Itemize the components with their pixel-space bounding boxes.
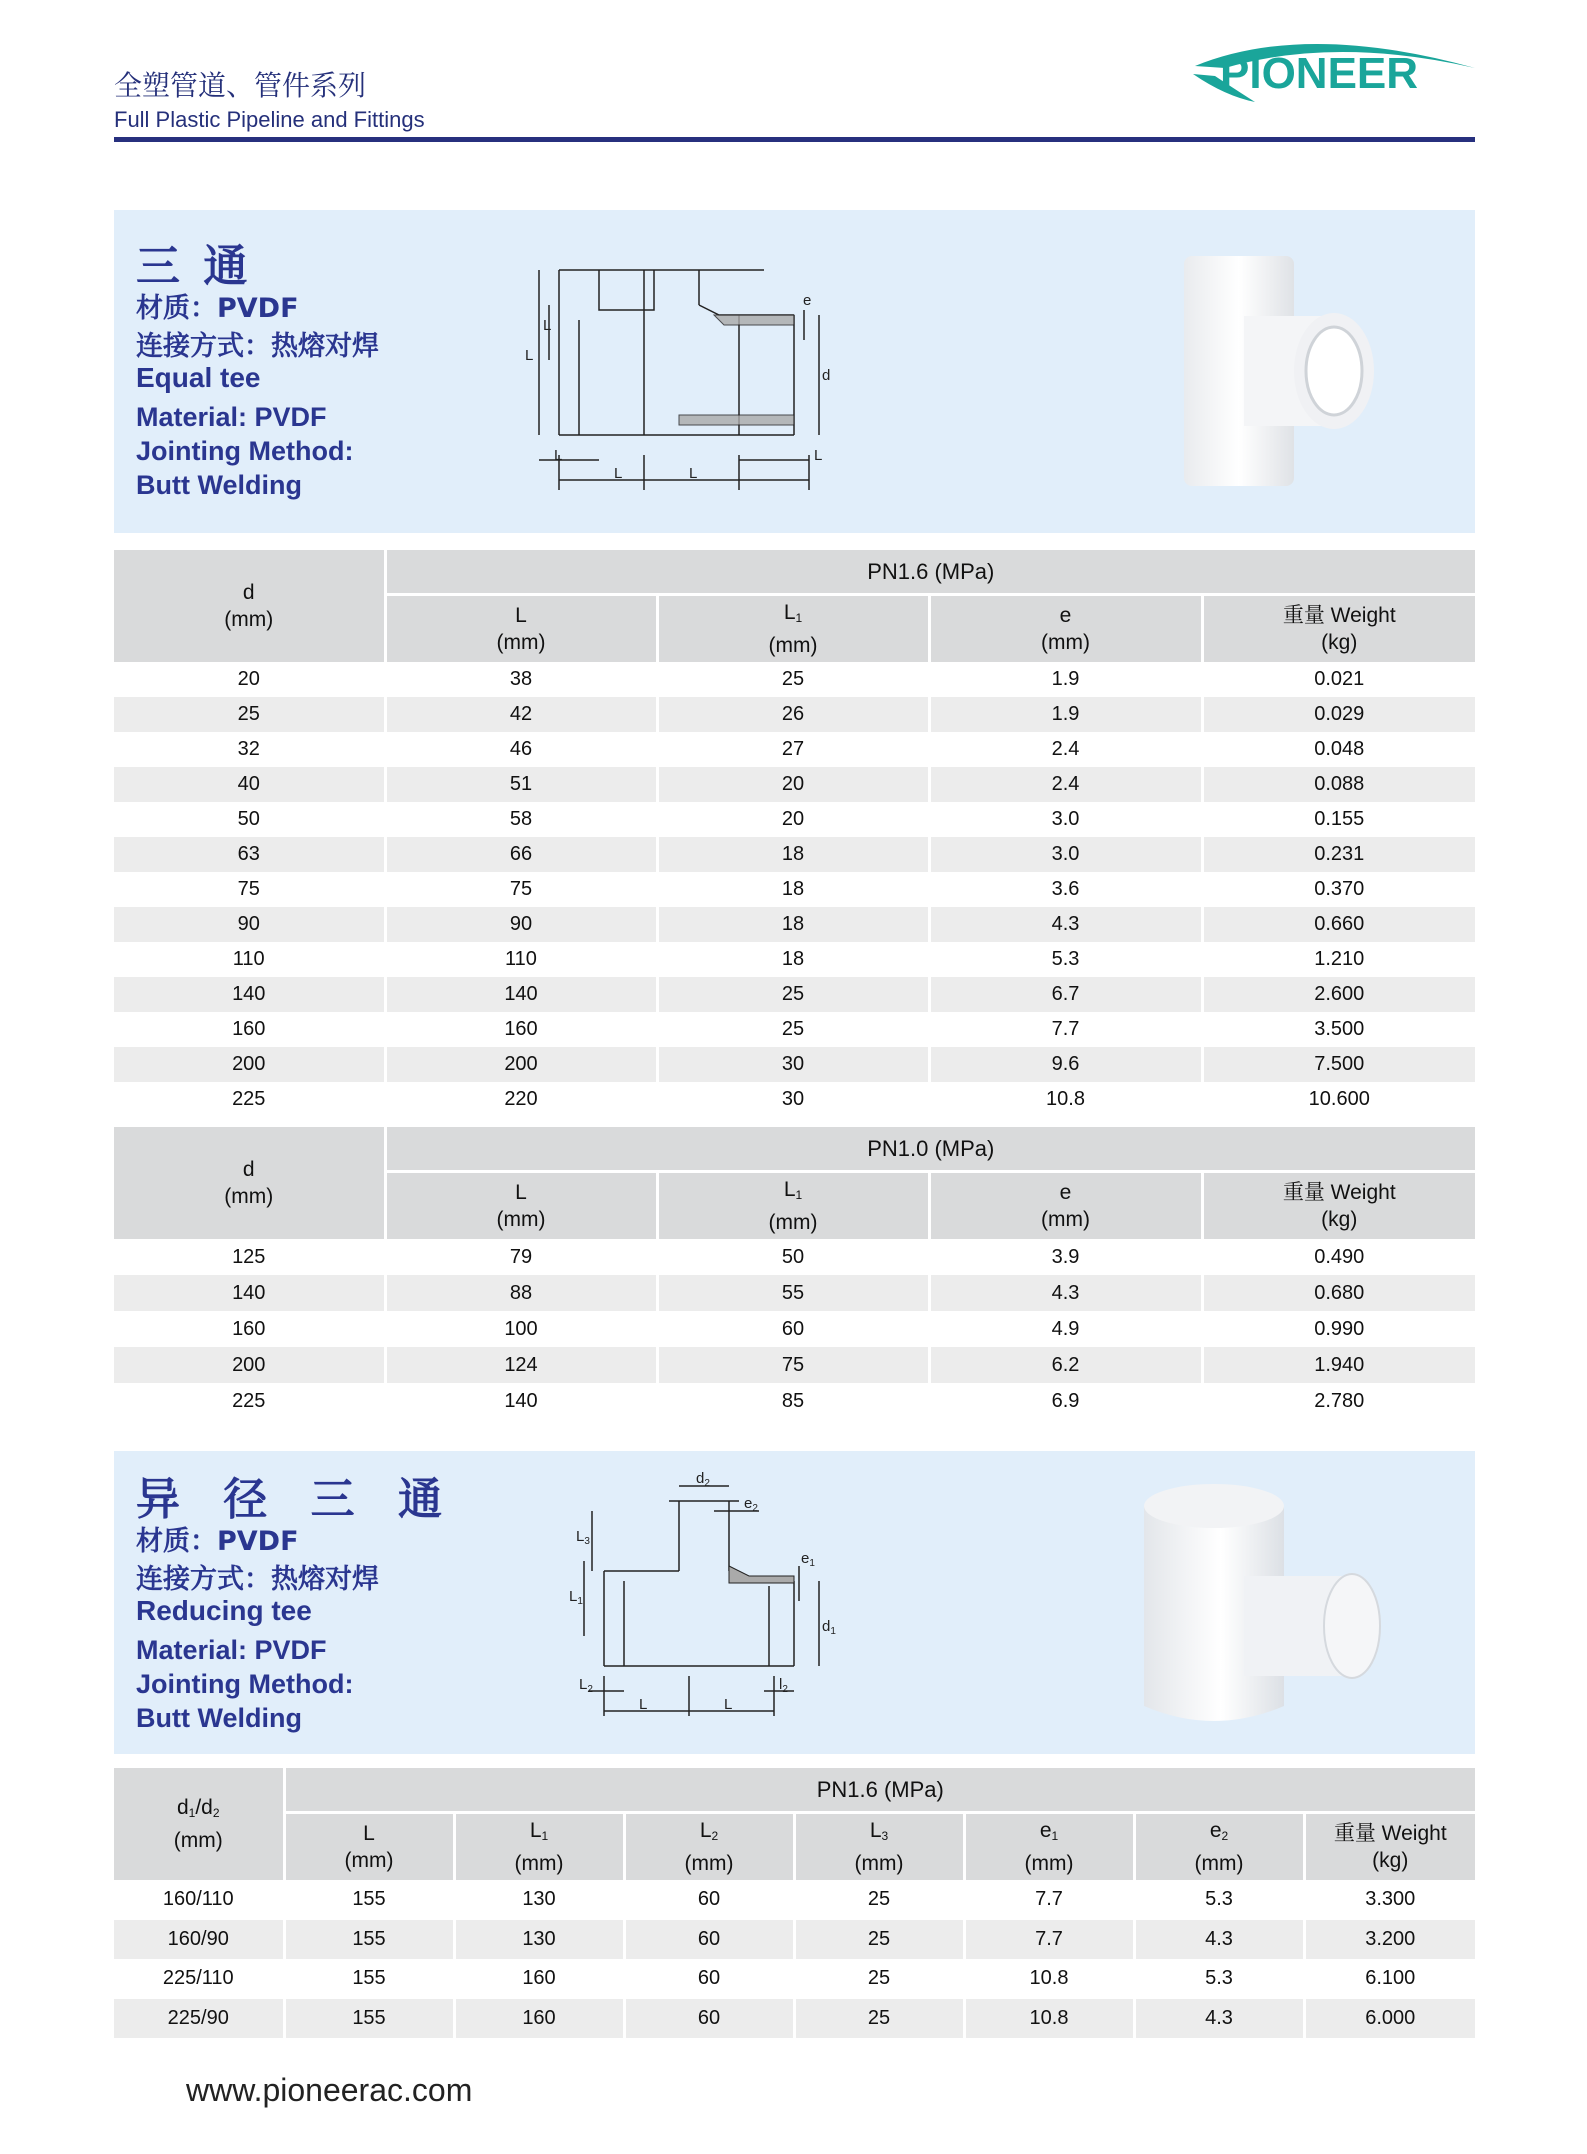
table-cell: 3.6 bbox=[929, 872, 1202, 907]
table-cell: 2.4 bbox=[929, 767, 1202, 802]
table-cell: 25 bbox=[794, 1999, 964, 2039]
table-cell: 220 bbox=[385, 1082, 657, 1117]
equal-tee-drawing bbox=[519, 250, 839, 500]
table-cell: 26 bbox=[657, 697, 929, 732]
reducing-tee-table bbox=[114, 1768, 1475, 2038]
table-cell: 50 bbox=[657, 1239, 929, 1275]
footer-website[interactable]: www.pioneerac.com bbox=[186, 2072, 473, 2108]
table-cell: 66 bbox=[385, 837, 657, 872]
table-cell: 18 bbox=[657, 942, 929, 977]
equal-tee-photo bbox=[1154, 246, 1384, 496]
reducing-tee-joint-en-2: Butt Welding bbox=[136, 1703, 302, 1733]
table-cell: 5.3 bbox=[929, 942, 1202, 977]
equal-tee-joint-en-1: Jointing Method: bbox=[136, 436, 354, 466]
table-cell: 0.155 bbox=[1202, 802, 1475, 837]
equal-tee-joint-cn: 连接方式：热熔对焊 bbox=[136, 331, 379, 362]
drawing-label-d1: $d_1$ bbox=[822, 1618, 836, 1637]
table-cell: 10.8 bbox=[964, 1999, 1134, 2039]
table-cell: 38 bbox=[385, 662, 657, 697]
table-cell: 4.3 bbox=[929, 907, 1202, 942]
table-cell: 9.6 bbox=[929, 1047, 1202, 1082]
table-cell: 6.2 bbox=[929, 1347, 1202, 1383]
table-cell: 88 bbox=[385, 1275, 657, 1311]
table-cell: 3.300 bbox=[1304, 1880, 1475, 1920]
header-title-en: Full Plastic Pipeline and Fittings bbox=[114, 107, 425, 132]
table-cell: 225/110 bbox=[114, 1959, 284, 1999]
table-cell: 75 bbox=[657, 1347, 929, 1383]
table-cell: 130 bbox=[454, 1920, 624, 1960]
table-cell: 85 bbox=[657, 1383, 929, 1419]
table-row bbox=[114, 1082, 1475, 1117]
table-row bbox=[114, 907, 1475, 942]
table-cell: 7.7 bbox=[929, 1012, 1202, 1047]
table-cell: 200 bbox=[385, 1047, 657, 1082]
col-head-d: d (mm) bbox=[114, 1127, 385, 1239]
table-cell: 225/90 bbox=[114, 1999, 284, 2039]
header-title-cn: 全塑管道、管件系列 bbox=[114, 69, 367, 102]
table-row bbox=[114, 767, 1475, 802]
table-cell: 0.048 bbox=[1202, 732, 1475, 767]
table-cell: 160 bbox=[114, 1311, 385, 1347]
table-cell: 1.9 bbox=[929, 662, 1202, 697]
table-cell: 200 bbox=[114, 1047, 385, 1082]
col-head-e2: $e_2$ (mm) bbox=[1134, 1812, 1304, 1880]
table-cell: 200 bbox=[114, 1347, 385, 1383]
table-row bbox=[114, 1347, 1475, 1383]
table-cell: 60 bbox=[624, 1880, 794, 1920]
table-cell: 124 bbox=[385, 1347, 657, 1383]
drawing-label-L: L bbox=[525, 347, 534, 364]
col-head-weight: 重量 Weight (kg) bbox=[1202, 1171, 1475, 1239]
header-rule bbox=[114, 137, 1475, 142]
col-head-L1: $L_1$ (mm) bbox=[657, 1171, 929, 1239]
table-cell: 25 bbox=[794, 1959, 964, 1999]
col-head-L: L (mm) bbox=[385, 1171, 657, 1239]
table-cell: 30 bbox=[657, 1047, 929, 1082]
table-cell: 7.7 bbox=[964, 1880, 1134, 1920]
pressure-head: PN1.0 (MPa) bbox=[385, 1127, 1475, 1171]
table-cell: 0.088 bbox=[1202, 767, 1475, 802]
table-cell: 30 bbox=[657, 1082, 929, 1117]
col-head-L1: $L_1$ (mm) bbox=[454, 1812, 624, 1880]
table-cell: 5.3 bbox=[1134, 1880, 1304, 1920]
equal-tee-panel bbox=[114, 210, 1475, 533]
table-cell: 3.200 bbox=[1304, 1920, 1475, 1960]
table-cell: 100 bbox=[385, 1311, 657, 1347]
table-cell: 42 bbox=[385, 697, 657, 732]
table-row bbox=[114, 837, 1475, 872]
table-cell: 40 bbox=[114, 767, 385, 802]
table-cell: 2.4 bbox=[929, 732, 1202, 767]
table-cell: 140 bbox=[385, 1383, 657, 1419]
drawing-label-e1: $e_1$ bbox=[801, 1550, 815, 1569]
table-row bbox=[114, 1311, 1475, 1347]
table-cell: 0.990 bbox=[1202, 1311, 1475, 1347]
table-cell: 0.231 bbox=[1202, 837, 1475, 872]
table-cell: 51 bbox=[385, 767, 657, 802]
table-cell: 63 bbox=[114, 837, 385, 872]
reducing-tee-title-en: Reducing tee bbox=[136, 1595, 312, 1626]
col-head-d: d (mm) bbox=[114, 550, 385, 662]
reducing-tee-material-cn: 材质：PVDF bbox=[136, 1526, 299, 1557]
table-cell: 25 bbox=[794, 1920, 964, 1960]
table-cell: 110 bbox=[114, 942, 385, 977]
drawing-label-L3: $L_3$ bbox=[576, 1528, 590, 1547]
table-row bbox=[114, 1012, 1475, 1047]
table-cell: 32 bbox=[114, 732, 385, 767]
table-cell: 125 bbox=[114, 1239, 385, 1275]
table-row bbox=[114, 662, 1475, 697]
table-cell: 6.000 bbox=[1304, 1999, 1475, 2039]
table-cell: 75 bbox=[114, 872, 385, 907]
drawing-label-L2-right: $l_2$ bbox=[779, 1676, 788, 1695]
col-head-weight: 重量 Weight (kg) bbox=[1202, 594, 1475, 662]
table-cell: 1.9 bbox=[929, 697, 1202, 732]
table-cell: 27 bbox=[657, 732, 929, 767]
pioneer-logo bbox=[1185, 26, 1485, 106]
table-cell: 60 bbox=[624, 1920, 794, 1960]
col-head-L3: $L_3$ (mm) bbox=[794, 1812, 964, 1880]
table-cell: 0.029 bbox=[1202, 697, 1475, 732]
drawing-label-L1: $L_1$ bbox=[569, 1588, 583, 1607]
pressure-head: PN1.6 (MPa) bbox=[284, 1768, 1475, 1812]
equal-tee-material-en: Material: PVDF bbox=[136, 402, 327, 432]
table-cell: 18 bbox=[657, 907, 929, 942]
table-cell: 4.3 bbox=[1134, 1920, 1304, 1960]
table-cell: 10.8 bbox=[929, 1082, 1202, 1117]
drawing-label-L-bottom: L bbox=[614, 465, 623, 482]
table-row bbox=[114, 942, 1475, 977]
drawing-label-L2-left: $L_2$ bbox=[579, 1676, 593, 1695]
table-cell: 0.370 bbox=[1202, 872, 1475, 907]
table-cell: 25 bbox=[114, 697, 385, 732]
table-cell: 60 bbox=[624, 1959, 794, 1999]
drawing-label-d2: $d_2$ bbox=[696, 1471, 710, 1489]
table-row bbox=[114, 977, 1475, 1012]
equal-tee-joint-en-2: Butt Welding bbox=[136, 470, 302, 500]
table-cell: 20 bbox=[114, 662, 385, 697]
drawing-label-e2: $e_2$ bbox=[744, 1495, 758, 1514]
table-cell: 55 bbox=[657, 1275, 929, 1311]
table-cell: 60 bbox=[657, 1311, 929, 1347]
table-cell: 1.940 bbox=[1202, 1347, 1475, 1383]
table-cell: 25 bbox=[657, 662, 929, 697]
table-cell: 155 bbox=[284, 1999, 454, 2039]
table-row bbox=[114, 1275, 1475, 1311]
equal-tee-title-en: Equal tee bbox=[136, 362, 261, 393]
reducing-tee-photo bbox=[1124, 1476, 1394, 1736]
reducing-tee-panel bbox=[114, 1451, 1475, 1754]
table-row bbox=[114, 802, 1475, 837]
table-cell: 60 bbox=[624, 1999, 794, 2039]
col-head-d1-d2: $d_1/d_2$ (mm) bbox=[114, 1768, 284, 1880]
table-cell: 155 bbox=[284, 1880, 454, 1920]
table-cell: 1.210 bbox=[1202, 942, 1475, 977]
table-cell: 155 bbox=[284, 1959, 454, 1999]
table-cell: 10.8 bbox=[964, 1959, 1134, 1999]
table-cell: 0.660 bbox=[1202, 907, 1475, 942]
table-cell: 4.3 bbox=[929, 1275, 1202, 1311]
table-row bbox=[114, 732, 1475, 767]
table-cell: 6.9 bbox=[929, 1383, 1202, 1419]
col-head-weight: 重量 Weight (kg) bbox=[1304, 1812, 1475, 1880]
table-cell: 160 bbox=[385, 1012, 657, 1047]
table-cell: 3.500 bbox=[1202, 1012, 1475, 1047]
drawing-label-L1-bottom: L bbox=[554, 447, 563, 464]
table-cell: 50 bbox=[114, 802, 385, 837]
table-cell: 25 bbox=[657, 1012, 929, 1047]
table-cell: 4.9 bbox=[929, 1311, 1202, 1347]
table-row bbox=[114, 1920, 1475, 1960]
table-cell: 7.7 bbox=[964, 1920, 1134, 1960]
logo-text: PIONEER bbox=[1220, 49, 1419, 98]
drawing-label-L-bottom-2: L bbox=[689, 465, 698, 482]
table-cell: 160/90 bbox=[114, 1920, 284, 1960]
table-cell: 3.9 bbox=[929, 1239, 1202, 1275]
table-cell: 0.680 bbox=[1202, 1275, 1475, 1311]
table-cell: 225 bbox=[114, 1082, 385, 1117]
table-cell: 58 bbox=[385, 802, 657, 837]
table-row bbox=[114, 1880, 1475, 1920]
table-row bbox=[114, 1239, 1475, 1275]
table-cell: 160 bbox=[454, 1959, 624, 1999]
table-cell: 46 bbox=[385, 732, 657, 767]
table-cell: 2.600 bbox=[1202, 977, 1475, 1012]
table-row bbox=[114, 697, 1475, 732]
table-cell: 7.500 bbox=[1202, 1047, 1475, 1082]
table-cell: 160 bbox=[454, 1999, 624, 2039]
equal-tee-table-pn10 bbox=[114, 1127, 1475, 1419]
table-cell: 18 bbox=[657, 872, 929, 907]
table-row bbox=[114, 1999, 1475, 2039]
table-cell: 140 bbox=[114, 977, 385, 1012]
drawing-label-d: d bbox=[822, 367, 831, 384]
table-cell: 160 bbox=[114, 1012, 385, 1047]
col-head-e1: $e_1$ (mm) bbox=[964, 1812, 1134, 1880]
table-cell: 3.0 bbox=[929, 837, 1202, 872]
table-cell: 110 bbox=[385, 942, 657, 977]
table-cell: 25 bbox=[657, 977, 929, 1012]
reducing-tee-drawing bbox=[564, 1471, 884, 1721]
table-row bbox=[114, 1383, 1475, 1419]
table-cell: 225 bbox=[114, 1383, 385, 1419]
table-cell: 20 bbox=[657, 767, 929, 802]
reducing-tee-material-en: Material: PVDF bbox=[136, 1635, 327, 1665]
equal-tee-table-pn16 bbox=[114, 550, 1475, 1117]
reducing-tee-title-cn: 异 径 三 通 bbox=[136, 1474, 456, 1525]
table-cell: 6.100 bbox=[1304, 1959, 1475, 1999]
table-cell: 155 bbox=[284, 1920, 454, 1960]
table-cell: 130 bbox=[454, 1880, 624, 1920]
col-head-L: L (mm) bbox=[284, 1812, 454, 1880]
table-cell: 140 bbox=[385, 977, 657, 1012]
drawing-label-L1-right: L bbox=[814, 447, 823, 464]
drawing-label-L-bottom-2: L bbox=[724, 1696, 733, 1713]
col-head-L2: $L_2$ (mm) bbox=[624, 1812, 794, 1880]
equal-tee-title-cn: 三 通 bbox=[136, 241, 252, 292]
table-cell: 4.3 bbox=[1134, 1999, 1304, 2039]
table-cell: 90 bbox=[114, 907, 385, 942]
table-cell: 0.021 bbox=[1202, 662, 1475, 697]
col-head-L1: $L_1$ (mm) bbox=[657, 594, 929, 662]
table-cell: 5.3 bbox=[1134, 1959, 1304, 1999]
drawing-label-L-bottom: L bbox=[639, 1696, 648, 1713]
table-row bbox=[114, 872, 1475, 907]
table-cell: 6.7 bbox=[929, 977, 1202, 1012]
col-head-e: e (mm) bbox=[929, 1171, 1202, 1239]
pressure-head: PN1.6 (MPa) bbox=[385, 550, 1475, 594]
table-cell: 160/110 bbox=[114, 1880, 284, 1920]
drawing-label-L1-left: L bbox=[543, 317, 552, 334]
table-cell: 10.600 bbox=[1202, 1082, 1475, 1117]
table-cell: 25 bbox=[794, 1880, 964, 1920]
drawing-label-e: e bbox=[803, 292, 812, 309]
table-cell: 90 bbox=[385, 907, 657, 942]
table-cell: 2.780 bbox=[1202, 1383, 1475, 1419]
table-cell: 79 bbox=[385, 1239, 657, 1275]
table-cell: 3.0 bbox=[929, 802, 1202, 837]
table-cell: 0.490 bbox=[1202, 1239, 1475, 1275]
col-head-L: L (mm) bbox=[385, 594, 657, 662]
col-head-e: e (mm) bbox=[929, 594, 1202, 662]
equal-tee-material-cn: 材质：PVDF bbox=[136, 293, 299, 324]
table-row bbox=[114, 1047, 1475, 1082]
table-cell: 140 bbox=[114, 1275, 385, 1311]
reducing-tee-joint-en-1: Jointing Method: bbox=[136, 1669, 354, 1699]
reducing-tee-joint-cn: 连接方式：热熔对焊 bbox=[136, 1564, 379, 1595]
table-cell: 20 bbox=[657, 802, 929, 837]
table-cell: 75 bbox=[385, 872, 657, 907]
table-row bbox=[114, 1959, 1475, 1999]
table-cell: 18 bbox=[657, 837, 929, 872]
